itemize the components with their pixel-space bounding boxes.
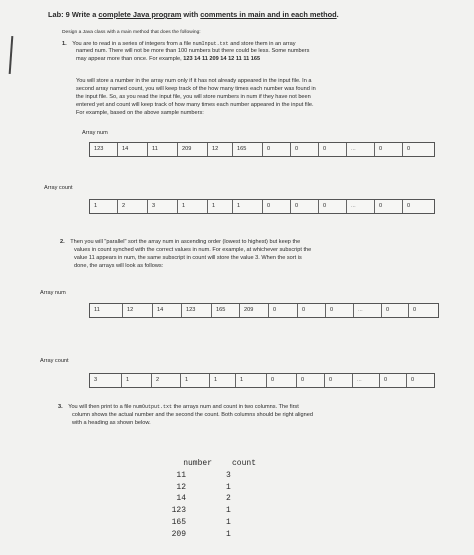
step2-line2: values in count synched with the correct values in num. For example, at whichever subscript the <box>74 247 312 253</box>
array-cell: 0 <box>375 200 403 213</box>
title-period: . <box>336 10 339 19</box>
step2-line4: done, the arrays will look as follows: <box>74 263 164 269</box>
step3-number: 3. <box>58 404 63 410</box>
array-cell: 209 <box>240 304 269 317</box>
array-cell: 0 <box>407 203 411 209</box>
step1-p2-line1: You will store a number in the array num only if it has not already appeared in the input file. In a <box>76 78 312 84</box>
array-cell: 123 <box>90 143 118 156</box>
array-cell: 209 <box>178 143 208 156</box>
header-count: count <box>232 459 257 468</box>
array-cell: 0 <box>298 304 326 317</box>
table-row <box>166 470 254 482</box>
array-cell: 0 <box>407 146 411 152</box>
step2-number: 2. <box>60 239 65 245</box>
row-number: 123 <box>171 506 186 516</box>
array-count-sorted-label: Array count <box>40 358 69 364</box>
array-num-sorted <box>89 303 439 318</box>
array-cell: 0 <box>291 200 319 213</box>
array-cell: 0 <box>267 374 297 387</box>
array-cell: 1 <box>90 200 118 213</box>
array-cell: 0 <box>269 304 298 317</box>
step3-line3: with a heading as shown below. <box>72 420 151 426</box>
row-number: 12 <box>176 482 186 492</box>
input-filename: numInput.txt <box>192 41 229 47</box>
table-row <box>166 517 254 529</box>
array-cell: 0 <box>319 200 347 213</box>
step1-line3-text: may appear more than once. For example, <box>76 56 184 62</box>
table-row <box>166 482 254 494</box>
array-cell: 1 <box>208 200 233 213</box>
array-count-sorted <box>89 373 435 388</box>
array-cell: 0 <box>297 374 325 387</box>
step2-line1 <box>60 239 300 246</box>
array-cell: 0 <box>325 374 353 387</box>
row-count: 1 <box>226 482 231 492</box>
row-number: 14 <box>176 494 186 504</box>
array-cell: 11 <box>148 143 178 156</box>
array-count-label: Array count <box>44 185 73 191</box>
array-cell: 0 <box>382 304 409 317</box>
title-comments: comments in main and in each method <box>200 10 337 19</box>
array-cell: 3 <box>148 200 178 213</box>
title-text: Lab: 9 Write a <box>48 10 99 19</box>
array-cell: 0 <box>263 200 291 213</box>
output-table-header <box>166 458 257 470</box>
array-cell: 0 <box>326 304 354 317</box>
row-number: 209 <box>171 529 186 539</box>
step1-p2-line5: For example, based on the above sample numbers: <box>76 110 204 116</box>
array-cell-ellipsis: ... <box>347 143 375 156</box>
step3-line2: column shows the actual number and the second the count. Both columns should be right aligned <box>72 412 313 418</box>
step3-line1-text: You will then print to a file <box>68 404 134 410</box>
array-cell: 0 <box>413 307 417 313</box>
array-cell: 12 <box>208 143 233 156</box>
step2-line1-text: Then you will "parallel" sort the array num in ascending order (lowest to highest) but keep the <box>70 239 301 245</box>
step1-line1: You are to read in a series of integers from a file <box>72 41 193 47</box>
step1-number: 1. <box>62 41 67 47</box>
row-count: 3 <box>226 470 231 480</box>
array-num-unsorted <box>89 142 435 157</box>
array-cell: 2 <box>118 200 148 213</box>
array-count-unsorted <box>89 199 435 214</box>
output-table <box>166 458 257 541</box>
array-cell: 14 <box>153 304 182 317</box>
step1-p2-line3: the input file. So, as you read the input file, you will store numbers in num if they have not been <box>76 94 311 100</box>
step1-line1-post: and store them in an array <box>228 41 296 47</box>
output-filename: numOutput.txt <box>133 404 173 410</box>
array-cell: 0 <box>263 143 291 156</box>
title-with: with <box>181 10 201 19</box>
array-num-label: Array num <box>82 130 108 136</box>
array-cell: 1 <box>236 374 267 387</box>
step3-line1-post: the arrays num and count in two columns. The first <box>172 404 299 410</box>
array-cell: 0 <box>291 143 319 156</box>
array-cell: 165 <box>212 304 240 317</box>
row-number: 165 <box>171 517 186 527</box>
table-row <box>166 529 254 541</box>
array-cell: 12 <box>123 304 153 317</box>
sample-numbers: 123 14 11 209 14 12 11 11 165 <box>183 56 261 62</box>
array-cell: 11 <box>90 304 123 317</box>
step2-line3: value 11 appears in num, the same subscript in count will store the value 3. When the sort is <box>74 255 302 261</box>
row-count: 1 <box>226 529 231 539</box>
array-cell: 165 <box>233 143 263 156</box>
row-count: 2 <box>226 494 231 504</box>
array-cell: 0 <box>380 374 407 387</box>
table-row <box>166 493 254 505</box>
array-cell: 14 <box>118 143 148 156</box>
array-cell: 1 <box>122 374 152 387</box>
step1-p2-line2: second array named count, you will keep track of the how many times each number was found in <box>76 86 316 92</box>
array-cell: 0 <box>375 143 403 156</box>
row-count: 1 <box>226 506 231 516</box>
array-cell: 0 <box>411 377 415 383</box>
row-number: 11 <box>176 470 186 480</box>
array-cell: 3 <box>90 374 122 387</box>
row-count: 1 <box>226 517 231 527</box>
step3-line1 <box>58 404 299 411</box>
header-number: number <box>183 459 212 468</box>
array-num-sorted-label: Array num <box>40 290 66 296</box>
step1-p2-line4: entered yet and count will keep track of how many times each number appeared in the input file. <box>76 102 314 108</box>
page-title <box>48 10 339 19</box>
array-cell-ellipsis: ... <box>354 304 382 317</box>
intro-text: Design a Java class with a main method that does the following: <box>62 30 201 35</box>
array-cell: 123 <box>182 304 212 317</box>
array-cell: 1 <box>233 200 263 213</box>
array-cell: 1 <box>178 200 208 213</box>
array-cell-ellipsis: ... <box>353 374 380 387</box>
table-row <box>166 505 254 517</box>
title-complete: complete Java program <box>98 10 182 19</box>
array-cell: 0 <box>319 143 347 156</box>
step1-line2: named num. There will not be more than 100 numbers but there could be less. Some numbers <box>76 48 310 54</box>
array-cell: 1 <box>181 374 210 387</box>
pen-mark <box>9 36 14 74</box>
array-cell-ellipsis: ... <box>347 200 375 213</box>
array-cell: 2 <box>152 374 181 387</box>
array-cell: 1 <box>210 374 236 387</box>
step1-line3 <box>76 56 260 63</box>
